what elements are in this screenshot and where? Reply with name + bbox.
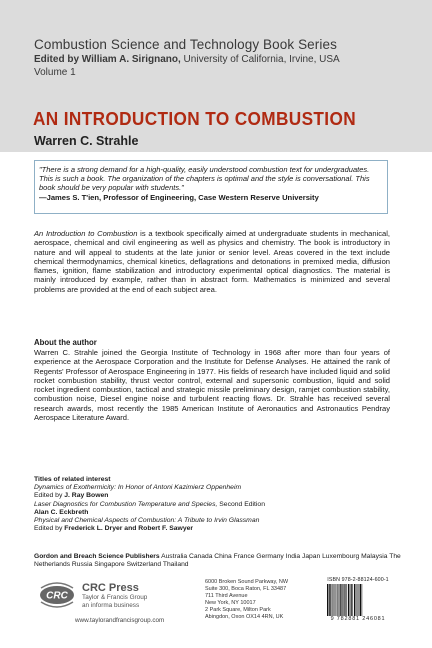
related-title-1-editor <box>34 492 394 500</box>
barcode-bar <box>334 584 335 616</box>
related-title-2-name: Laser Diagnostics for Combustion Temperature and Species, <box>34 500 218 508</box>
crc-press-business: an informa business <box>82 602 140 609</box>
related-title-2-edition: Second Edition <box>217 500 265 508</box>
barcode-bar <box>346 584 347 616</box>
barcode-bar <box>350 584 351 616</box>
related-title-2 <box>34 501 394 509</box>
header-band <box>0 0 432 152</box>
related-title-1: Dynamics of Exothermicity: In Honor of Antoni Kazimierz Oppenheim <box>34 484 242 492</box>
barcode-bars <box>326 584 390 616</box>
barcode-bar <box>358 584 359 616</box>
crc-press-group: Taylor & Francis Group <box>82 594 148 601</box>
barcode-bar <box>360 584 361 616</box>
address-line: 2 Park Square, Milton Park <box>205 607 271 614</box>
volume-label: Volume 1 <box>34 67 76 78</box>
series-editor-name: Edited by William A. Sirignano, <box>34 54 181 65</box>
address-line: Abingdon, Oxon OX14 4RN, UK <box>205 614 284 621</box>
publisher-url: www.taylorandfrancisgroup.com <box>75 617 165 624</box>
crc-press-name: CRC Press <box>82 582 139 594</box>
barcode-bar <box>336 584 337 616</box>
barcode-bar <box>337 584 338 616</box>
editor-name: J. Ray Bowen <box>64 492 109 500</box>
barcode-bar <box>333 584 334 616</box>
author-name: Warren C. Strahle <box>34 134 139 148</box>
publisher-line <box>34 553 404 570</box>
address-line: New York, NY 10017 <box>205 600 256 607</box>
crc-logo-text: CRC <box>46 590 68 602</box>
barcode-bar <box>356 584 357 616</box>
review-attribution: —James S. T'ien, Professor of Engineering, Case Western Reserve University <box>39 192 319 202</box>
book-description <box>34 229 390 294</box>
description-title: An Introduction to Combustion <box>34 229 138 238</box>
related-title-3-editors <box>34 525 394 533</box>
related-titles <box>34 476 394 533</box>
crc-logo <box>37 580 77 610</box>
publisher-address <box>205 579 288 622</box>
about-author-heading: About the author <box>34 338 97 347</box>
publisher-locations: Australia Canada China France Germany India Japan Luxembourg Malaysia The Netherlands Russia Singapore Switzerland Thailand <box>34 553 401 569</box>
related-title-3: Physical and Chemical Aspects of Combustion: A Tribute to Irvin Glassman <box>34 517 260 525</box>
publisher-name: Gordon and Breach Science Publishers <box>34 553 160 560</box>
address-line: Suite 300, Boca Raton, FL 33487 <box>205 586 287 593</box>
series-editor-affiliation: University of California, Irvine, USA <box>180 54 340 65</box>
edited-by-label: Edited by <box>34 492 65 500</box>
barcode-bar <box>345 584 346 616</box>
barcode-bar <box>357 584 358 616</box>
barcode-bar <box>341 584 342 616</box>
isbn-number: ISBN 978-2-88124-600-1 <box>327 577 389 583</box>
related-title-2-author: Alan C. Eckbreth <box>34 508 89 516</box>
about-author-body: Warren C. Strahle joined the Georgia Institute of Technology in 1968 after more than four years of experience at the Aerospace Corporation and the Institute for Defense Analyses. He attained the rank of Regents' Professor of Aerospace Engineering in 1977. His fields of research have included liquid and solid rocket combustion stability, thrust vector control, external and supersonic combustion, liquid and solid rocket ingredient combustion, tactical and strategic missile preliminary design, ramjet combustion stability, combustion noise, Diesel engine noise and turbulent reacting flows. Dr. Strahle has received several research awards, most recently the 1985 American Institute of Aeronautics and Astronautics Pendray Aerospace Literature Award. <box>34 348 390 422</box>
crc-press-block <box>82 582 147 610</box>
barcode-bar <box>339 584 340 616</box>
barcode-bar <box>344 584 345 616</box>
related-titles-heading: Titles of related interest <box>34 476 111 483</box>
barcode-digits: 9 782881 246081 <box>330 616 386 622</box>
edited-by-label: Edited by <box>34 525 65 533</box>
address-line: 6000 Broken Sound Parkway, NW <box>205 579 289 585</box>
series-editor <box>34 54 340 65</box>
barcode-bar <box>329 584 330 616</box>
barcode-bar <box>362 584 363 616</box>
isbn-barcode <box>322 577 394 629</box>
barcode-bar <box>348 584 349 616</box>
book-title: AN INTRODUCTION TO COMBUSTION <box>33 108 357 129</box>
barcode-bar <box>352 584 353 616</box>
barcode-bar <box>354 584 355 616</box>
barcode-bar <box>340 584 341 616</box>
barcode-bar <box>327 584 328 616</box>
review-quote-box <box>34 160 388 214</box>
barcode-bar <box>359 584 360 616</box>
description-body: is a textbook specifically aimed at undergraduate students in mechanical, aerospace, chemical and civil engineering as well as physics and chemistry. The book is introductory in nature and will appeal to students at the late junior or senior level. Areas covered in the text include chemical thermodynamics, chemical kinetics, deflagrations and detonations in premixed media, diffusion flames, ignition, flame stabilization and introductory experimental optical diagnostics. The material is mainly introduced by example, rather than in abstract form. Mathematics is minimized and several problems are provided at the end of each subject area. <box>34 229 390 294</box>
barcode-bar <box>335 584 336 616</box>
barcode-bar <box>342 584 343 616</box>
barcode-bar <box>330 584 331 616</box>
review-quote: "There is a strong demand for a high-quality, easily understood combustion text for undergraduates. This is such a book. The organization of the chapters is optimal and the style is conversational. This book should be very popular with students." <box>39 165 370 193</box>
address-line: 711 Third Avenue <box>205 593 248 600</box>
series-title: Combustion Science and Technology Book Series <box>34 37 337 52</box>
editor-names: Frederick L. Dryer and Robert F. Sawyer <box>64 525 194 533</box>
barcode-bar <box>351 584 352 616</box>
